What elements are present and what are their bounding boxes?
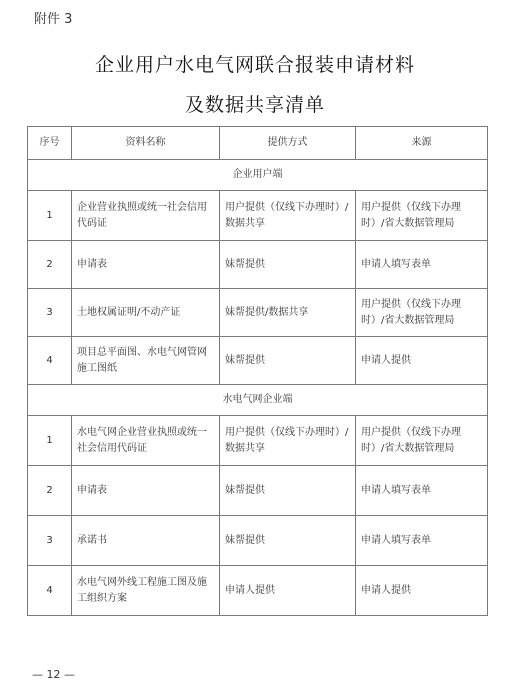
cell-no: 3 [28,516,72,566]
table-row [28,516,488,566]
page-number: — 12 — [32,668,75,681]
table-row [28,416,488,466]
section-title: 水电气网企业端 [28,385,488,416]
cell-provision-method: 妹帮提供 [220,241,356,289]
section-title: 企业用户端 [28,160,488,191]
materials-table [27,126,488,616]
cell-provision-method: 用户提供（仅线下办理时）/数据共享 [220,416,356,466]
attachment-label: 附件 3 [34,12,73,27]
cell-no: 4 [28,337,72,385]
table-row [28,466,488,516]
cell-source: 申请人填写表单 [356,241,488,289]
cell-material-name: 水电气网企业营业执照或统一社会信用代码证 [72,416,220,466]
cell-source: 申请人提供 [356,566,488,616]
cell-no: 3 [28,289,72,337]
cell-no: 2 [28,241,72,289]
header-source: 来源 [356,127,488,160]
table-row [28,289,488,337]
cell-material-name: 承诺书 [72,516,220,566]
cell-material-name: 申请表 [72,241,220,289]
header-provision-method: 提供方式 [220,127,356,160]
header-no: 序号 [28,127,72,160]
cell-source: 申请人填写表单 [356,466,488,516]
cell-source: 申请人提供 [356,337,488,385]
cell-material-name: 水电气网外线工程施工图及施工组织方案 [72,566,220,616]
document-title-line-2: 及数据共享清单 [184,94,325,116]
cell-no: 2 [28,466,72,516]
cell-no: 4 [28,566,72,616]
table-row [28,191,488,241]
table-header-row [28,127,488,160]
table-row [28,566,488,616]
cell-provision-method: 妹帮提供 [220,466,356,516]
cell-no: 1 [28,416,72,466]
cell-provision-method: 妹帮提供 [220,516,356,566]
document-title-line-1: 企业用户水电气网联合报装申请材料 [94,54,415,76]
cell-material-name: 土地权属证明/不动产证 [72,289,220,337]
cell-material-name: 申请表 [72,466,220,516]
cell-provision-method: 妹帮提供/数据共享 [220,289,356,337]
cell-material-name: 企业营业执照或统一社会信用代码证 [72,191,220,241]
cell-source: 用户提供（仅线下办理时）/省大数据管理局 [356,416,488,466]
table-row [28,337,488,385]
cell-provision-method: 申请人提供 [220,566,356,616]
header-material-name: 资料名称 [72,127,220,160]
cell-source: 申请人填写表单 [356,516,488,566]
section-row [28,385,488,416]
cell-provision-method: 妹帮提供 [220,337,356,385]
cell-no: 1 [28,191,72,241]
cell-material-name: 项目总平面图、水电气网管网施工图纸 [72,337,220,385]
section-row [28,160,488,191]
cell-source: 用户提供（仅线下办理时）/省大数据管理局 [356,289,488,337]
table-row [28,241,488,289]
cell-source: 用户提供（仅线下办理时）/省大数据管理局 [356,191,488,241]
cell-provision-method: 用户提供（仅线下办理时）/数据共享 [220,191,356,241]
